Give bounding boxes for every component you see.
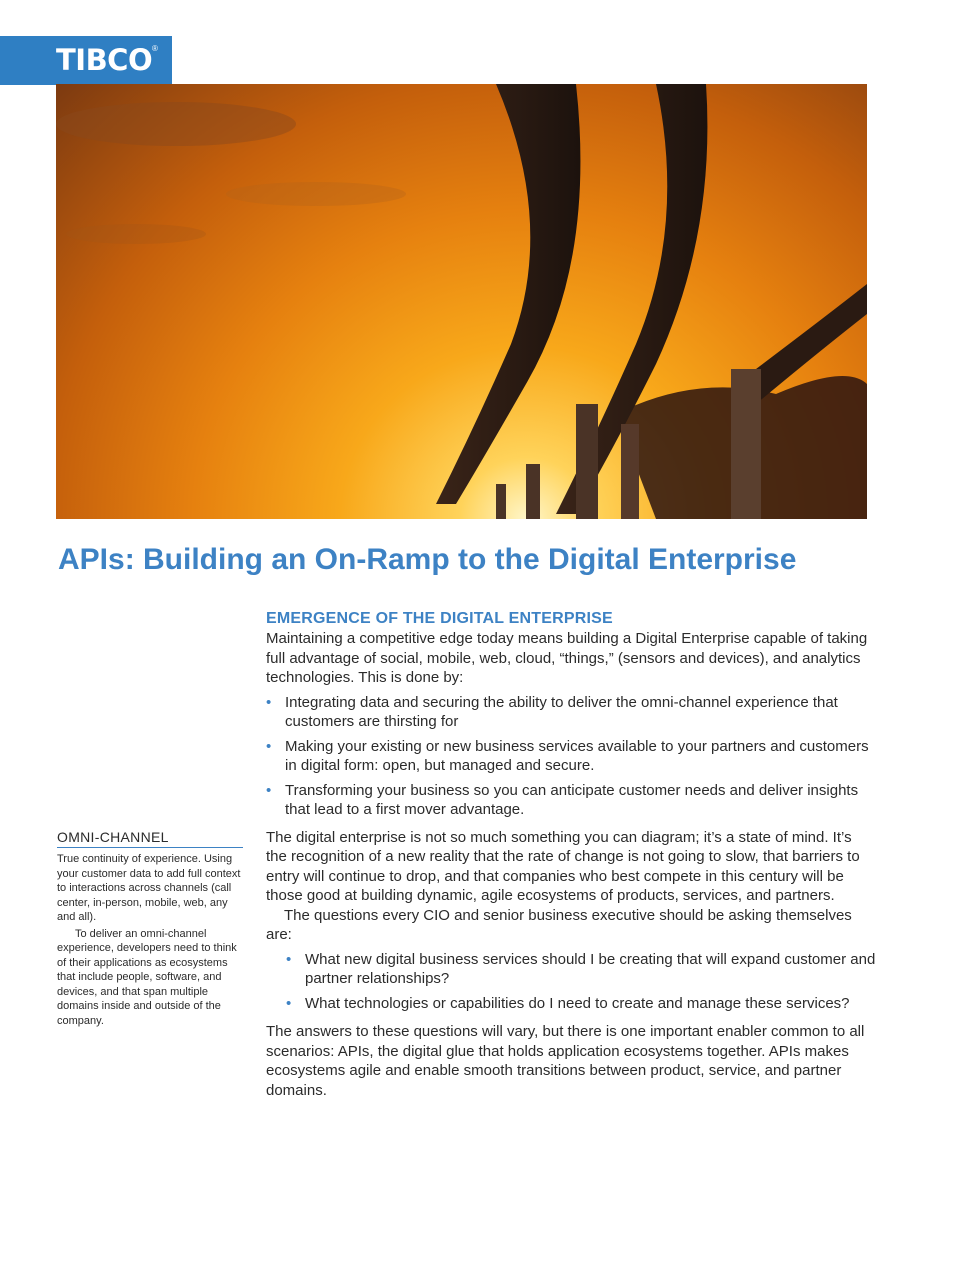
body-paragraph: The digital enterprise is not so much something you can diagram; it’s a state of mind. It’s the recognition of a new reality that the rate of change is not going to slow, that barriers to entry will continue to drop, and that companies who best compete in this century will be those good at building dynamic, agile ecosystems of products, services, and partners.: [266, 828, 860, 904]
registered-mark: ®: [152, 44, 158, 53]
logo-wordmark: TIBCO: [56, 43, 153, 77]
sidebar-paragraph: To deliver an omni-channel experience, developers need to think of their applications as ecosystems that include people, software, and devices, and that span multiple domains inside and outside of the company.: [57, 927, 237, 1027]
hero-bridge-image: [56, 84, 867, 519]
main-content: [266, 609, 876, 1100]
intro-paragraph: Maintaining a competitive edge today means building a Digital Enterprise capable of taking full advantage of social, mobile, web, cloud, “things,” (sensors and devices), and analytics technologies. This is done by:: [266, 630, 868, 686]
list-item: • Making your existing or new business services available to your partners and customers in digital form: open, but managed and secure.: [266, 737, 876, 776]
tibco-logo: [0, 36, 172, 85]
bullet-list: [266, 693, 876, 820]
list-item: • Integrating data and securing the ability to deliver the omni-channel experience that customers are thirsting for: [266, 693, 876, 732]
body-paragraph: The questions every CIO and senior business executive should be asking themselves are:: [266, 906, 852, 943]
list-item: • What technologies or capabilities do I need to create and manage these services?: [286, 994, 876, 1014]
bridge-sunset-icon: [56, 84, 867, 519]
sidebar-paragraph: True continuity of experience. Using your customer data to add full context to interactions across channels (call center, in-person, mobile, web, any and all).: [57, 853, 241, 923]
list-item: • Transforming your business so you can anticipate customer needs and deliver insights that lead to a first mover advantage.: [266, 781, 876, 820]
question-list: [266, 950, 876, 1014]
sidebar-omni-channel: [57, 829, 243, 1028]
body-paragraph: The answers to these questions will vary, but there is one important enabler common to all scenarios: APIs, the digital glue that holds application ecosystems together. APIs makes ecosystems agile and enable smooth transitions between product, service, and partner domains.: [266, 1023, 865, 1099]
list-item: • What new digital business services should I be creating that will expand customer and partner relationships?: [286, 950, 876, 989]
sidebar-heading: OMNI-CHANNEL: [57, 829, 243, 848]
page-title: APIs: Building an On-Ramp to the Digital Enterprise: [58, 543, 797, 576]
section-heading: EMERGENCE OF THE DIGITAL ENTERPRISE: [266, 610, 613, 627]
